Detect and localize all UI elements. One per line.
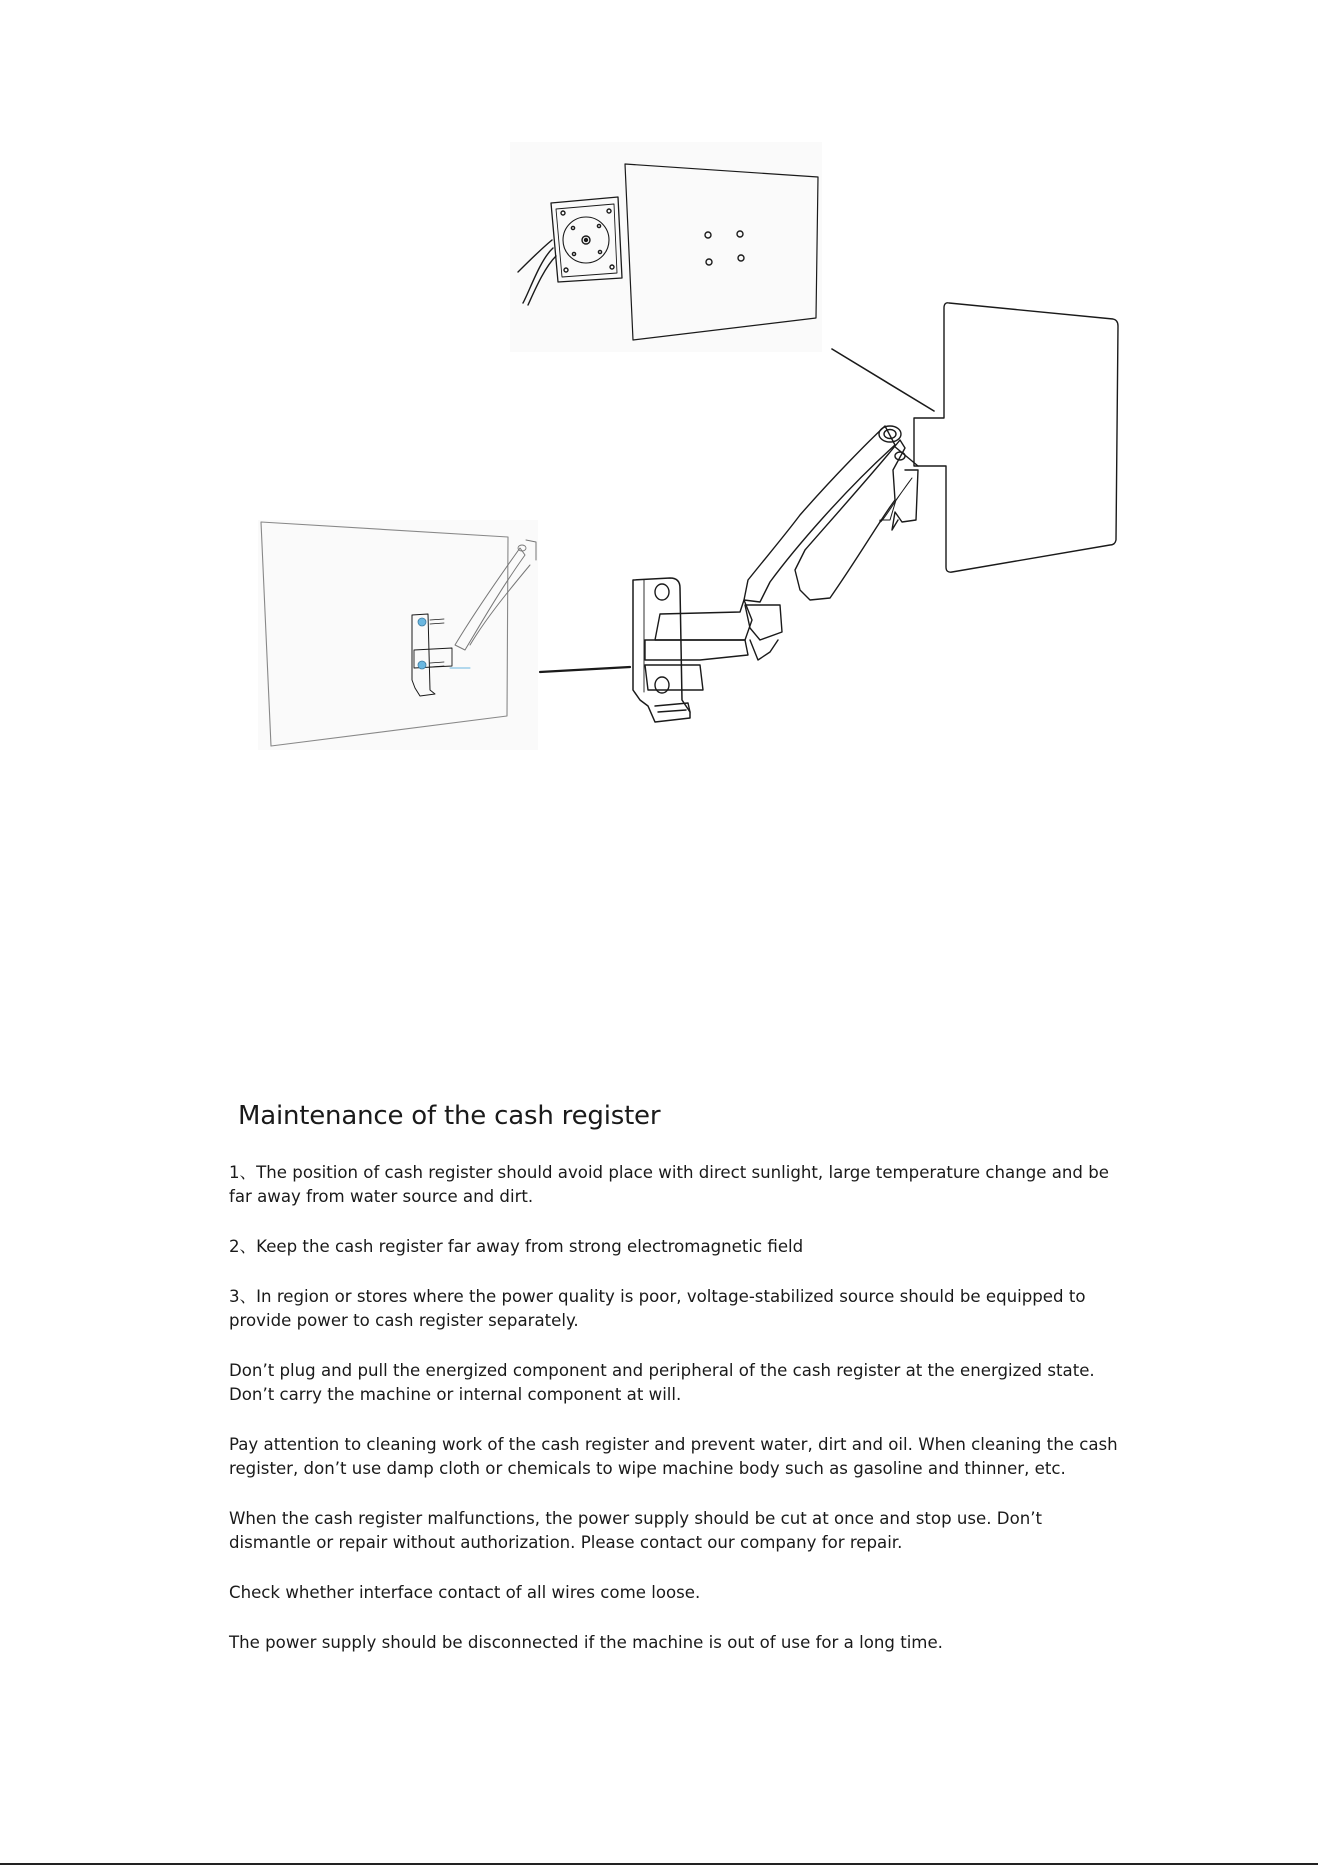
- paragraph-1: 1、The position of cash register should avoid place with direct sunlight, large temperature change and be far away from water source and dirt.: [229, 1163, 1109, 1206]
- screw-top-icon: [418, 618, 426, 626]
- leader-line-top: [832, 349, 934, 411]
- monitor-panel: [914, 303, 1118, 572]
- leader-line-bottom: [540, 667, 630, 672]
- paragraph-3: 3、In region or stores where the power quality is poor, voltage-stabilized source should be equipped to provide power to cash register separately.: [229, 1287, 1086, 1330]
- maintenance-section: [229, 1090, 1149, 1652]
- wall-mount-arm-illustration: [0, 0, 1318, 800]
- paragraph-5: Pay attention to cleaning work of the cash register and prevent water, dirt and oil. When cleaning the cash register, don’t use damp cloth or chemicals to wipe machine body such as gasoline and thinner, etc.: [229, 1435, 1118, 1478]
- wall-mount-detail: [258, 520, 538, 750]
- vesa-plate-detail: [510, 142, 822, 352]
- articulating-arm: [645, 426, 918, 690]
- paragraph-7: Check whether interface contact of all wires come loose.: [229, 1583, 701, 1602]
- section-title: Maintenance of the cash register: [238, 1101, 661, 1131]
- wall-bracket: [633, 578, 690, 722]
- paragraph-4: Don’t plug and pull the energized component and peripheral of the cash register at the energized state. Don’t carry the machine or internal component at will.: [229, 1361, 1095, 1404]
- paragraph-8: The power supply should be disconnected if the machine is out of use for a long time.: [229, 1633, 943, 1652]
- screw-bottom-icon: [418, 661, 426, 669]
- paragraph-2: 2、Keep the cash register far away from strong electromagnetic field: [229, 1237, 804, 1256]
- page-bottom-rule: [0, 1863, 1318, 1865]
- paragraph-6: When the cash register malfunctions, the power supply should be cut at once and stop use. Don’t dismantle or repair without authorization. Please contact our company for repair.: [229, 1509, 1043, 1552]
